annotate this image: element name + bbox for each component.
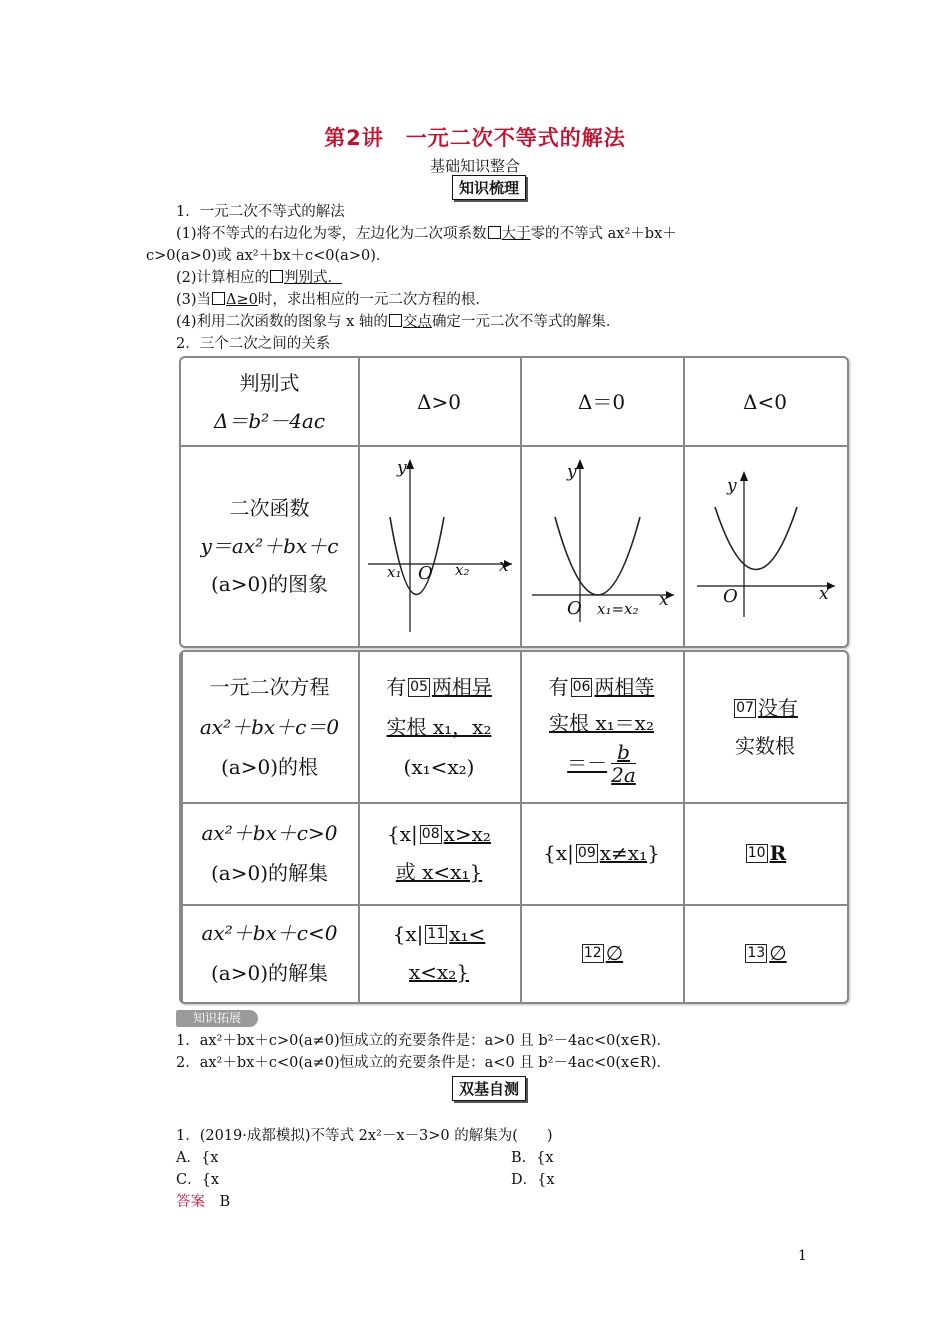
header-discriminant: 判别式 Δ＝b²－4ac — [213, 370, 326, 433]
section-heading-knowledge: 知识梳理 — [452, 175, 526, 200]
item-heading-1: 1．一元二次不等式的解法 — [176, 204, 345, 220]
page-title: 第2讲 一元二次不等式的解法 — [324, 126, 626, 150]
x-axis-label: x — [819, 584, 829, 604]
text-line: (2)计算相应的 判别式． — [176, 270, 343, 286]
blank-box-icon — [488, 226, 501, 239]
graph-no-root — [685, 447, 847, 646]
cell-solution-lt-equal: 12 ∅ — [583, 941, 624, 965]
header-delta-positive: Δ>0 — [417, 389, 461, 414]
text-line: (3)当 Δ≥0时，求出相应的一元二次方程的根． — [176, 292, 490, 308]
section-heading-self-test: 双基自测 — [452, 1076, 526, 1101]
text-line: (4)利用二次函数的图象与 x 轴的 交点确定一元二次不等式的解集． — [176, 314, 621, 330]
y-axis-label: y — [567, 462, 577, 482]
origin-label: O — [723, 586, 738, 607]
root-x2-label: x₂ — [455, 561, 470, 579]
origin-label: O — [567, 598, 582, 619]
x-axis-label: x — [499, 556, 509, 576]
knowledge-extension-tag: 知识拓展 — [176, 1010, 258, 1027]
question-1: 1．(2019·成都模拟)不等式 2x²－x－3>0 的解集为( ) — [176, 1128, 553, 1144]
header-delta-negative: Δ<0 — [743, 389, 787, 414]
blank-box-icon — [270, 270, 283, 283]
y-axis-label: y — [727, 476, 737, 496]
item-heading-2: 2．三个二次之间的关系 — [176, 336, 331, 352]
y-axis-label: y — [397, 458, 407, 478]
row-label-solution-lt: ax²＋bx＋c<0 (a>0)的解集 — [201, 921, 338, 985]
filled-blank: 交点 — [402, 314, 432, 330]
blank-box-icon — [212, 292, 225, 305]
x-axis-label: x — [659, 590, 669, 610]
filled-blank: 判别式． — [284, 270, 343, 286]
root-x1-label: x₁ — [387, 563, 402, 581]
text-line: c>0(a>0)或 ax²＋bx＋c<0(a>0)． — [146, 248, 391, 264]
page-number: 1 — [798, 1248, 807, 1264]
row-label-equation-roots: 一元二次方程 ax²＋bx＋c＝0 (a>0)的根 — [199, 675, 340, 779]
page-subtitle: 基础知识整合 — [429, 157, 520, 175]
cell-equal-roots: 有 06 两相等 实根 x₁＝x₂ ＝－ b 2a — [548, 674, 655, 787]
blank-box-icon — [389, 314, 402, 327]
option-d: D．{x — [511, 1172, 555, 1188]
option-c: C．{x — [176, 1172, 219, 1188]
cell-distinct-roots: 有 05 两相异 实根 x₁，x₂ (x₁<x₂) — [386, 675, 492, 779]
answer-label: 答案 — [176, 1194, 205, 1210]
option-a: A．{x — [176, 1150, 219, 1166]
cell-solution-gt-equal: {x| 09 x≠x₁} — [543, 841, 660, 865]
text-line: (1)将不等式的右边化为零，左边化为二次项系数 大于零的不等式 ax²＋bx＋ — [176, 226, 677, 242]
row-label-solution-gt: ax²＋bx＋c>0 (a>0)的解集 — [201, 821, 338, 885]
relation-table-top — [179, 356, 849, 648]
cell-solution-gt-none: 10 R — [747, 841, 787, 865]
extension-line-1: 1．ax²＋bx＋c>0(a≠0)恒成立的充要条件是：a>0 且 b²－4ac<0(x∈R)． — [176, 1033, 671, 1049]
double-root-label: x₁=x₂ — [597, 600, 639, 618]
filled-blank: Δ≥0 — [226, 292, 258, 308]
cell-no-real-roots: 07 没有 实数根 — [735, 696, 798, 758]
header-delta-zero: Δ＝0 — [577, 389, 626, 414]
extension-line-2: 2．ax²＋bx＋c<0(a≠0)恒成立的充要条件是：a<0 且 b²－4ac<0(x∈R)． — [176, 1055, 671, 1071]
option-b: B．{x — [511, 1150, 554, 1166]
cell-solution-lt-none: 13 ∅ — [747, 941, 787, 965]
row-label-quadratic-function: 二次函数 y＝ax²＋bx＋c (a>0)的图象 — [200, 495, 339, 596]
filled-blank: 大于 — [501, 226, 531, 242]
answer-line — [176, 1192, 230, 1213]
relation-table-bottom — [179, 650, 849, 1004]
cell-solution-gt-distinct: {x| 08 x>x₂ 或 x<x₁} — [387, 822, 491, 884]
answer-value: B — [219, 1194, 231, 1210]
origin-label: O — [418, 563, 433, 584]
graph-two-roots — [360, 447, 520, 646]
cell-solution-lt-distinct: {x| 11 x₁< x<x₂} — [392, 922, 486, 984]
